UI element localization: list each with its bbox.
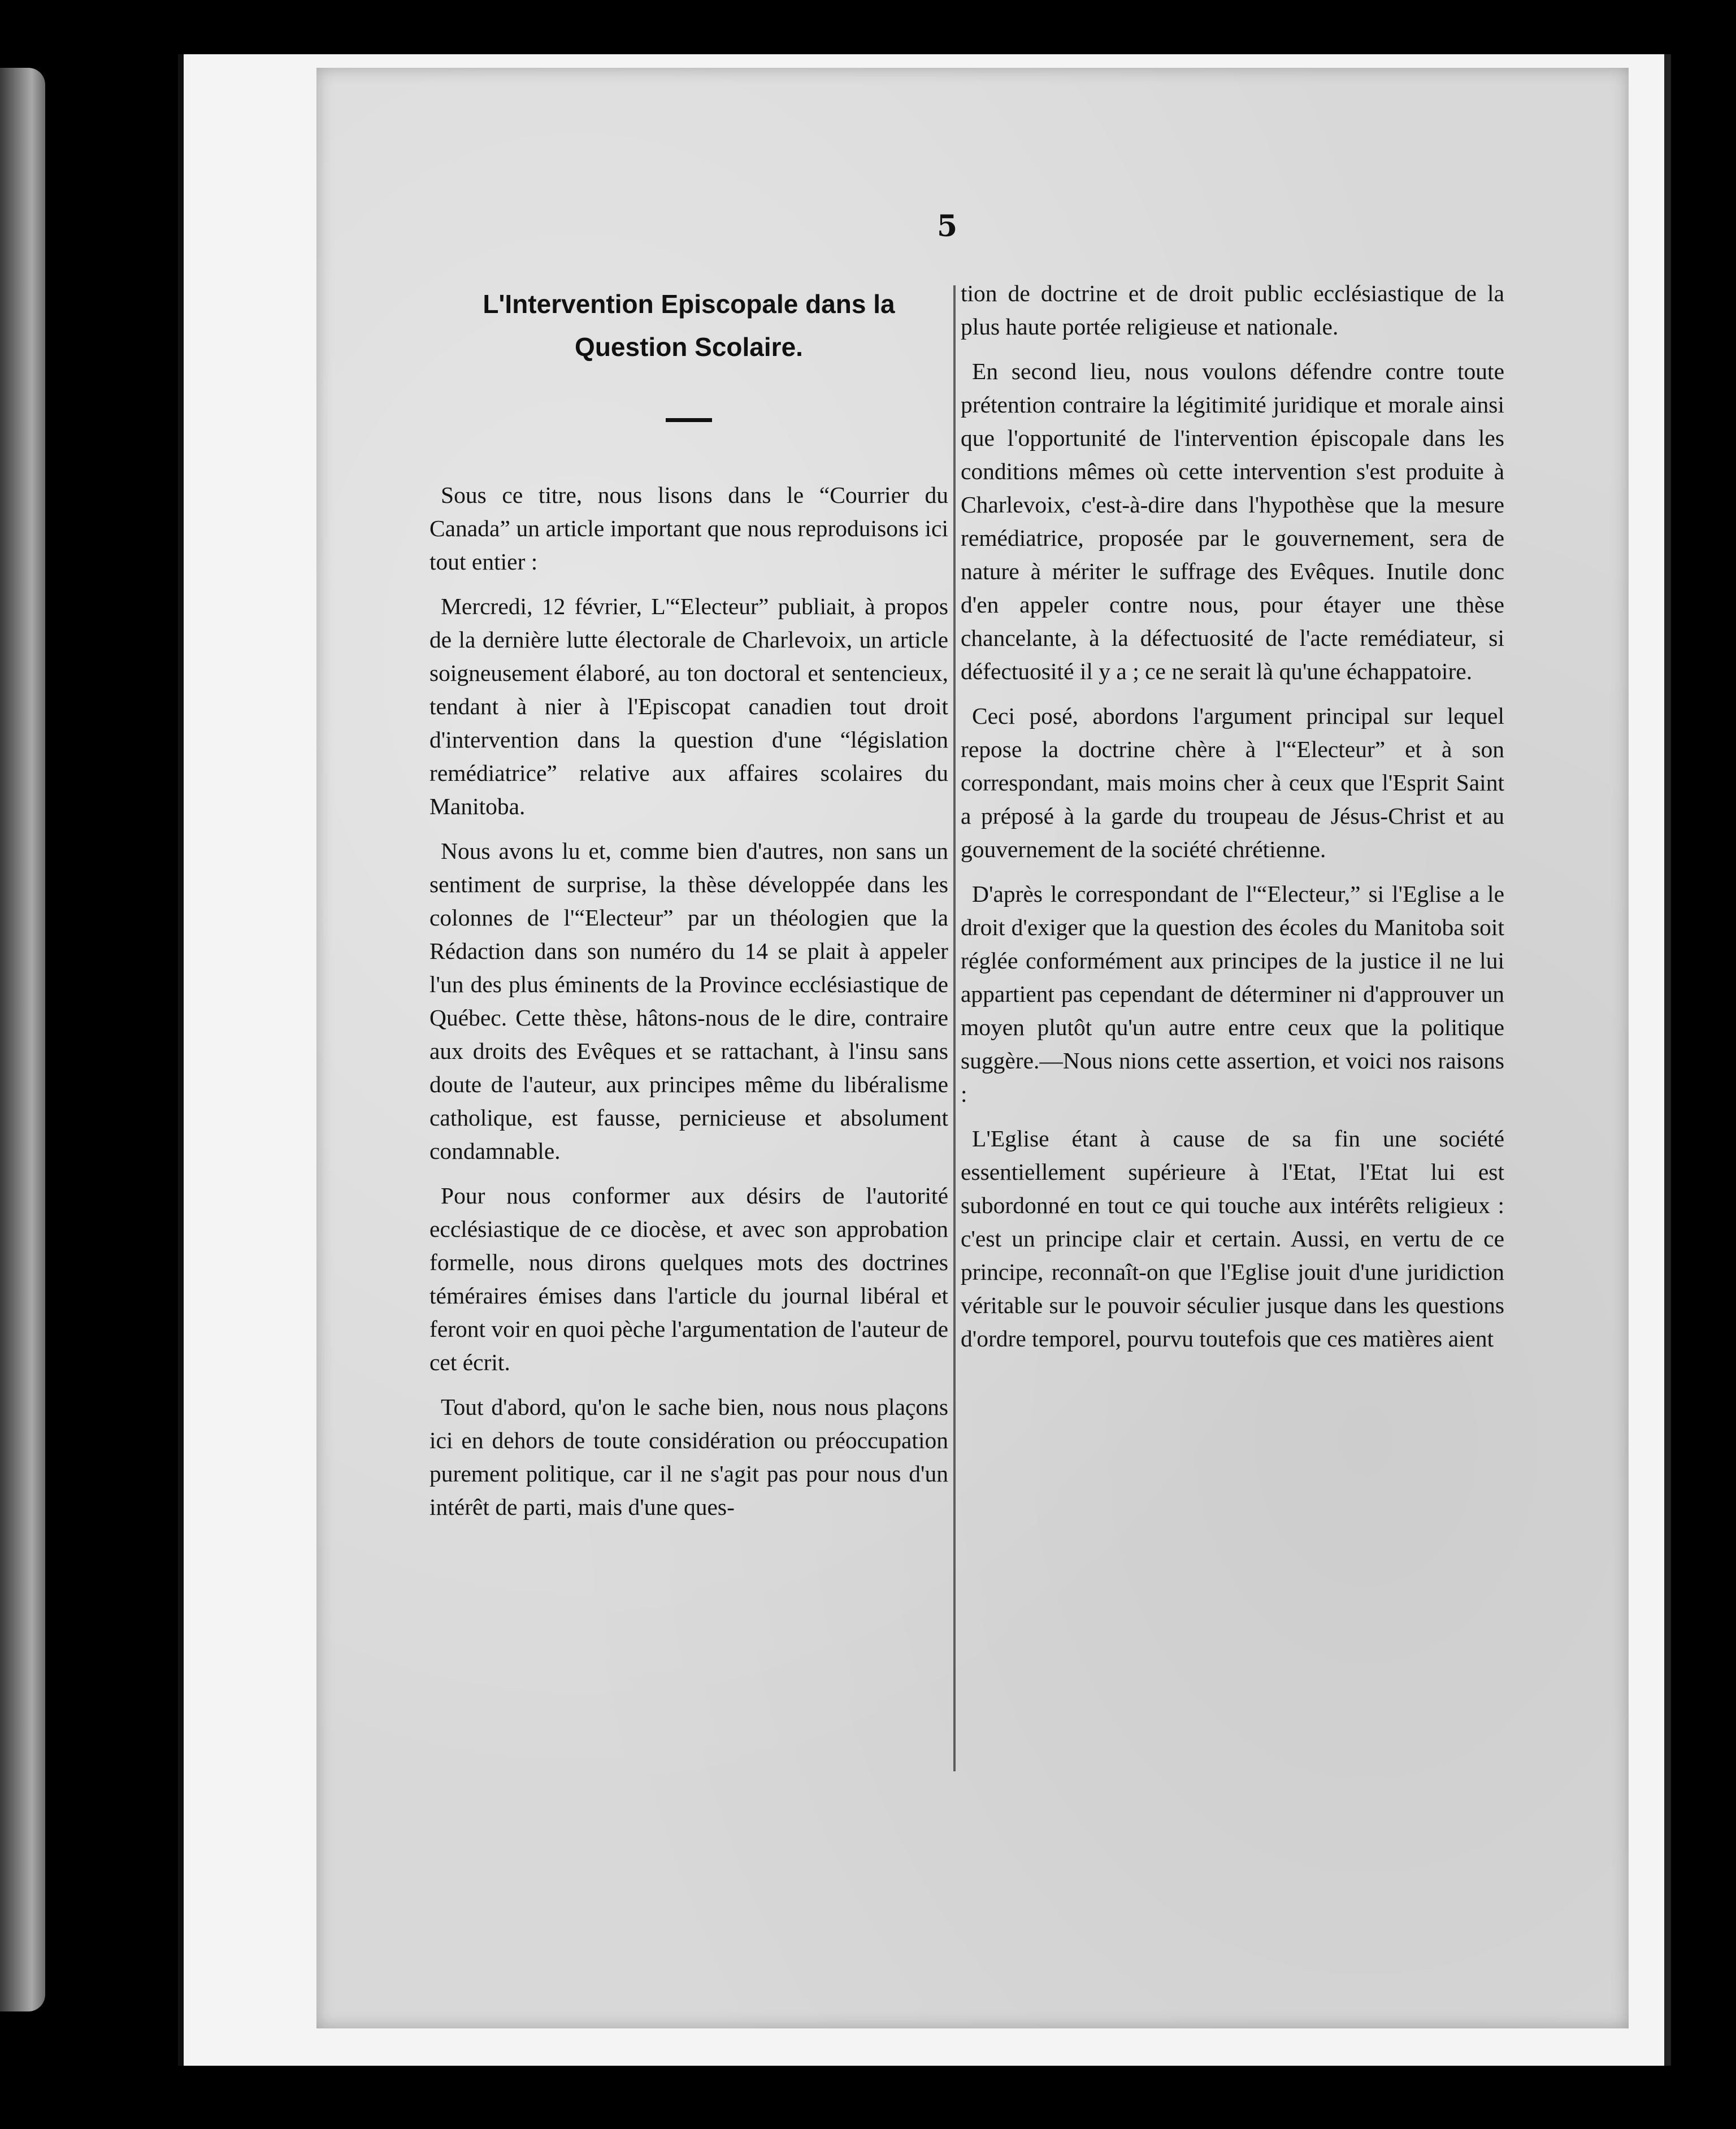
paragraph: L'Eglise étant à cause de sa fin une société essentiellement supérieure à l'Etat, l'Etat lui est subordonné en tout ce qui touche aux intérêts religieux : c'est un principe clair et certain. Aussi, en vertu de ce principe, reconnaît-on que l'Eglise jouit d'une juridiction véritable sur le pouvoir séculier jusque dans les questions d'ordre temporel, pourvu toutefois que ces matières aient (961, 1126, 1504, 1352)
paragraph: Tout d'abord, qu'on le sache bien, nous nous plaçons ici en dehors de toute considération ou préoccupation purement politique, car il ne s'agit pas pour nous d'un intérêt de parti, mais d'une ques- (429, 1394, 948, 1520)
paragraph: D'après le correspondant de l'“Electeur,” si l'Eglise a le droit d'exiger que la question des écoles du Manitoba soit réglée conformément aux principes de la justice il ne lui appartient pas cependant de déterminer ni d'approuver un moyen plutôt qu'un autre entre ceux que la politique suggère.—Nous nions cette assertion, et voici nos raisons : (961, 881, 1504, 1107)
title-rule (666, 418, 712, 422)
paragraph: En second lieu, nous voulons défendre contre toute prétention contraire la légitimité juridique et morale ainsi que l'opportunité de l'intervention épiscopale dans les conditions mêmes où cette intervention s'est produite à Charlevoix, c'est-à-dire dans l'hypothèse que la mesure remédiatrice, proposée par le gouvernement, sera de nature à mériter le suffrage des Evêques. Inutile donc d'en appeler contre nous, pour étayer une thèse chancelante, à la défectuosité de l'acte remédiateur, si défectuosité il y a ; ce ne serait là qu'une échappatoire. (961, 358, 1504, 684)
previous-page-edge (0, 68, 45, 2011)
article-title-line-1: L'Intervention Episcopale dans la (483, 289, 895, 319)
paragraph: tion de doctrine et de droit public ecclésiastique de la plus haute portée religieuse et nationale. (961, 280, 1504, 340)
right-column (961, 277, 1504, 1367)
article-title (429, 283, 948, 368)
paragraph: Pour nous conformer aux désirs de l'autorité ecclésiastique de ce diocèse, et avec son approbation formelle, nous dirons quelques mots des doctrines téméraires émises dans l'article du journal libéral et feront voir en quoi pèche l'argumentation de l'auteur de cet écrit. (429, 1183, 948, 1375)
column-divider (953, 285, 956, 1771)
paragraph: Ceci posé, abordons l'argument principal sur lequel repose la doctrine chère à l'“Electeur” et à son correspondant, mais moins cher à ceux que l'Esprit Saint a préposé à la garde du troupeau de Jésus-Christ et au gouvernement de la société chrétienne. (961, 703, 1504, 862)
paragraph: Sous ce titre, nous lisons dans le “Courrier du Canada” un article important que nous reproduisons ici tout entier : (429, 482, 948, 575)
paragraph: Nous avons lu et, comme bien d'autres, non sans un sentiment de surprise, la thèse développée dans les colonnes de l'“Electeur” par un théologien que la Rédaction dans son numéro du 14 se plait à appeler l'un des plus éminents de la Province ecclésiastique de Québec. Cette thèse, hâtons-nous de le dire, contraire aux droits des Evêques et se rattachant, à l'insu sans doute de l'auteur, aux principes même du libéralisme catholique, est fausse, pernicieuse et absolument condamnable. (429, 838, 948, 1164)
article-title-line-2: Question Scolaire. (575, 332, 803, 362)
left-column (429, 283, 948, 1535)
paragraph: Mercredi, 12 février, L'“Electeur” publiait, à propos de la dernière lutte électorale de Charlevoix, un article soigneusement élaboré, au ton doctoral et sentencieux, tendant à nier à l'Episcopat canadien tout droit d'intervention dans la question d'une “législation remédiatrice” relative aux affaires scolaires du Manitoba. (429, 593, 948, 819)
page-number: 5 (937, 209, 958, 244)
